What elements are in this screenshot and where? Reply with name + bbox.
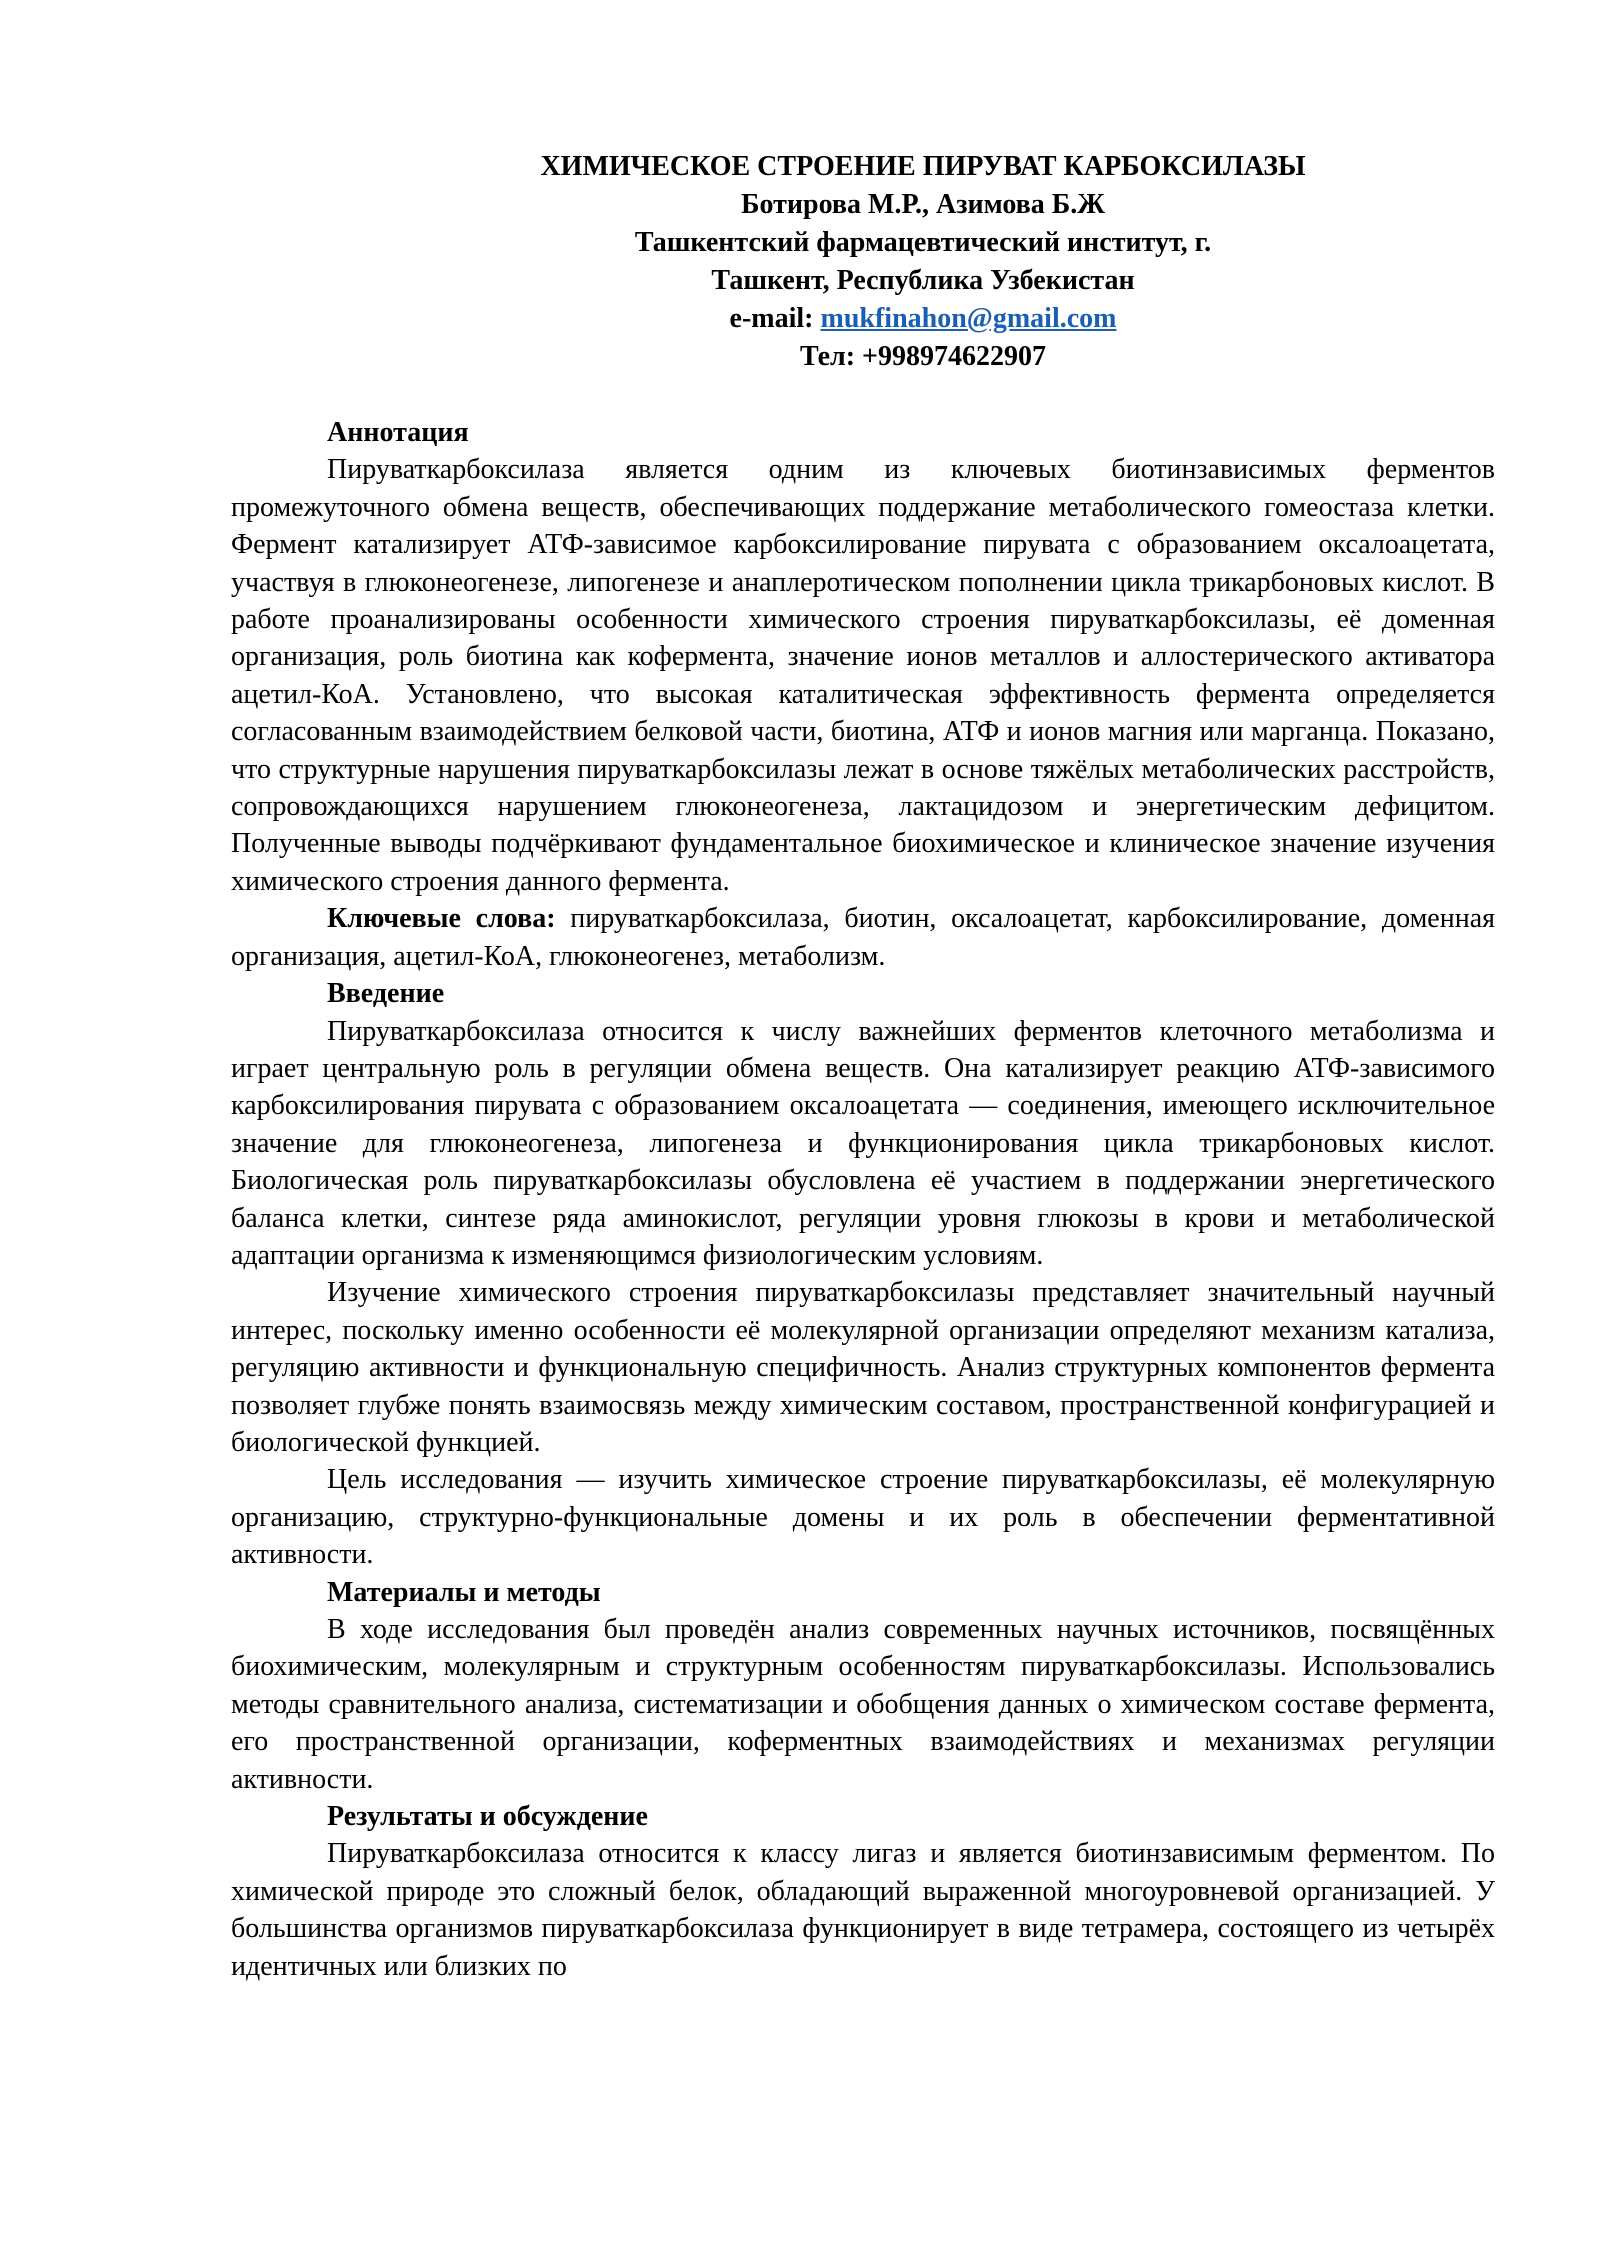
introduction-paragraph-3: Цель исследования — изучить химическое строение пируваткарбоксилазы, её молекулярную организацию, структурно-функциональные домены и их роль в обеспечении ферментативной активности. [231, 1464, 1495, 1571]
email-line [351, 300, 1495, 338]
methods-heading: Материалы и методы [327, 1576, 601, 1608]
keywords-label: Ключевые слова: [327, 903, 556, 935]
paper-header [231, 148, 1495, 376]
keywords-paragraph [231, 900, 1495, 975]
document-page [231, 148, 1495, 1985]
paper-title: ХИМИЧЕСКОЕ СТРОЕНИЕ ПИРУВАТ КАРБОКСИЛАЗЫ [540, 151, 1306, 182]
keywords-text: пируваткарбоксилаза, биотин, оксалоацетат, карбоксилирование, доменная организация, ацетил-КоА, глюконеогенез, метаболизм. [231, 903, 1496, 972]
email-label: e-mail: [729, 303, 814, 334]
phone-line: Тел: +998974622907 [799, 341, 1047, 372]
affiliation-line-2: Ташкент, Республика Узбекистан [711, 265, 1135, 296]
introduction-heading: Введение [327, 978, 445, 1010]
results-text: Пируваткарбоксилаза относится к классу лигаз и является биотинзависимым ферментом. По химической природе это сложный белок, обладающий выраженной многоуровневой организацией. У большинства организмов пируваткарбоксилаза функционирует в виде тетрамера, состоящего из четырёх идентичных или близких по [231, 1838, 1495, 1982]
email-link[interactable]: mukfinahon@gmail.com [820, 303, 1117, 334]
annotation-text: Пируваткарбоксилаза является одним из ключевых биотинзависимых ферментов промежуточного обмена веществ, обеспечивающих поддержание метаболического гомеостаза клетки. Фермент катализирует АТФ-зависимое карбоксилирование пирувата с образованием оксалоацетата, участвуя в глюконеогенезе, липогенезе и анаплеротическом пополнении цикла трикарбоновых кислот. В работе проанализированы особенности химического строения пируваткарбоксилазы, её доменная организация, роль биотина как кофермента, значение ионов металлов и аллостерического активатора ацетил-КоА. Установлено, что высокая каталитическая эффективность фермента определяется согласованным взаимодействием белковой части, биотина, АТФ и ионов магния или марганца. Показано, что структурные нарушения пируваткарбоксилазы лежат в основе тяжёлых метаболических расстройств, сопровождающихся нарушением глюконеогенеза, лактацидозом и энергетическим дефицитом. Полученные выводы подчёркивают фундаментальное биохимическое и клиническое значение изучения химического строения данного фермента. [231, 454, 1495, 897]
methods-text: В ходе исследования был проведён анализ современных научных источников, посвящённых биохимическим, молекулярным и структурным особенностям пируваткарбоксилазы. Использовались методы сравнительного анализа, систематизации и обобщения данных о химическом составе фермента, его пространственной организации, коферментных взаимодействиях и механизмах регуляции активности. [231, 1614, 1495, 1795]
affiliation-line-1: Ташкентский фармацевтический институт, г. [634, 227, 1212, 258]
introduction-paragraph-1: Пируваткарбоксилаза относится к числу важнейших ферментов клеточного метаболизма и играет центральную роль в регуляции обмена веществ. Она катализирует реакцию АТФ-зависимого карбоксилирования пирувата с образованием оксалоацетата — соединения, имеющего исключительное значение для глюконеогенеза, липогенеза и функционирования цикла трикарбоновых кислот. Биологическая роль пируваткарбоксилазы обусловлена её участием в поддержании энергетического баланса клетки, синтезе ряда аминокислот, регуляции уровня глюкозы в крови и метаболической адаптации организма к изменяющимся физиологическим условиям. [231, 1015, 1495, 1271]
annotation-heading: Аннотация [327, 417, 469, 448]
authors: Ботирова М.Р., Азимова Б.Ж [741, 189, 1105, 220]
introduction-paragraph-2: Изучение химического строения пируваткарбоксилазы представляет значительный научный интерес, поскольку именно особенности её молекулярной организации определяют механизм катализа, регуляцию активности и функциональную специфичность. Анализ структурных компонентов фермента позволяет глубже понять взаимосвязь между химическим составом, пространственной конфигурацией и биологической функцией. [231, 1277, 1495, 1458]
paper-body [231, 414, 1495, 1985]
results-heading: Результаты и обсуждение [327, 1801, 648, 1833]
